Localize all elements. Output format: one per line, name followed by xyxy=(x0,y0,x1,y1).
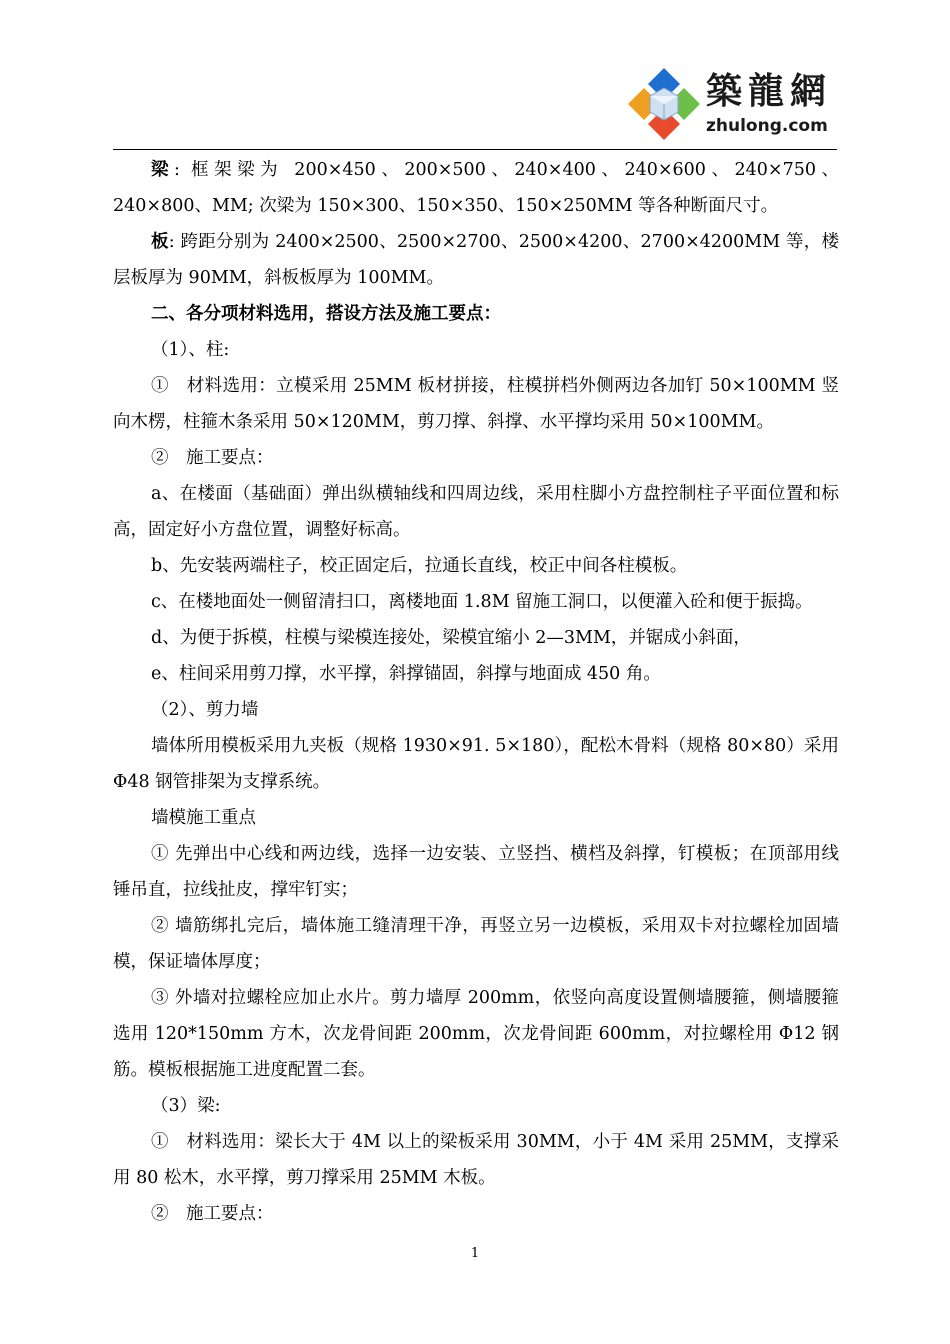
column-points-title: ② 施工要点： xyxy=(151,448,274,468)
column-material: ① 材料选用：立模采用 25MM 板材拼接，柱模拼档外侧两边各加钉 50×100MM 竖向木楞，柱箍木条采用 50×120MM，剪刀撑、斜撑、水平撑均采用 50×100MM。 xyxy=(113,376,839,432)
wallform-title: 墙模施工重点 xyxy=(151,808,256,828)
beam-points-title: ② 施工要点： xyxy=(151,1204,274,1224)
column-point-c: c、在楼地面处一侧留清扫口，离楼地面 1.8M 留施工洞口，以便灌入砼和便于振捣。 xyxy=(151,592,813,612)
zhulong-logo xyxy=(624,66,836,144)
wallform-point-2: ② 墙筋绑扎完后，墙体施工缝清理干净，再竖立另一边模板，采用双卡对拉螺栓加固墙模，保证墙体厚度； xyxy=(113,916,839,972)
shearwall-text: 墙体所用模板采用九夹板（规格 1930×91. 5×180），配松木骨料（规格 80×80）采用Φ48 钢管排架为支撑系统。 xyxy=(113,736,839,792)
column-heading: （1）、柱: xyxy=(151,340,230,360)
beam-material: ① 材料选用：梁长大于 4M 以上的梁板采用 30MM，小于 4M 采用 25MM，支撑采用 80 松木，水平撑，剪刀撑采用 25MM 木板。 xyxy=(113,1132,839,1188)
column-point-e: e、柱间采用剪刀撑，水平撑，斜撑锚固，斜撑与地面成 450 角。 xyxy=(151,664,661,684)
beam-label: 梁 xyxy=(151,160,175,180)
slab-label: 板 xyxy=(151,232,169,252)
slab-spec-text: : 跨距分别为 2400×2500、2500×2700、2500×4200、2700×4200MM 等，楼层板厚为 90MM，斜板板厚为 100MM。 xyxy=(113,232,839,288)
column-point-d: d、为便于拆模，柱模与梁模连接处，梁模宜缩小 2—3MM，并锯成小斜面， xyxy=(151,628,751,648)
wallform-point-1: ① 先弹出中心线和两边线，选择一边安装、立竖挡、横档及斜撑，钉模板；在顶部用线锤吊直，拉线扯皮，撑牢钉实； xyxy=(113,844,839,900)
column-point-b: b、先安装两端柱子，校正固定后，拉通长直线，校正中间各柱模板。 xyxy=(151,556,688,576)
shearwall-heading: （2）、剪力墙 xyxy=(151,700,259,720)
column-point-a: a、在楼面（基础面）弹出纵横轴线和四周边线，采用柱脚小方盘控制柱子平面位置和标高，固定好小方盘位置，调整好标高。 xyxy=(113,484,839,540)
wallform-point-3: ③ 外墙对拉螺栓应加止水片。剪力墙厚 200mm，依竖向高度设置侧墙腰箍，侧墙腰箍选用 120*150mm 方木，次龙骨间距 200mm，次龙骨间距 600mm，对拉螺栓用 Φ12 钢筋。模板根据施工进度配置二套。 xyxy=(113,988,839,1080)
document-body xyxy=(113,152,839,1232)
section-2-heading: 二、各分项材料选用，搭设方法及施工要点： xyxy=(151,304,501,324)
beam-heading: （3）梁: xyxy=(151,1096,221,1116)
cube-logo-icon xyxy=(624,66,704,144)
logo-chinese-text: 築龍網 xyxy=(706,71,833,112)
header-rule xyxy=(113,149,837,150)
paragraph-slab-spec xyxy=(113,224,839,296)
beam-spec-text: : 框架梁为 200×450、200×500、240×400、240×600、240×750、240×800、MM; 次梁为 150×300、150×350、150×250MM 等各种断面尺寸。 xyxy=(113,160,840,216)
page-number: 1 xyxy=(470,1246,480,1261)
paragraph-beam-spec xyxy=(113,152,839,224)
logo-domain-text: zhulong.com xyxy=(706,116,828,136)
